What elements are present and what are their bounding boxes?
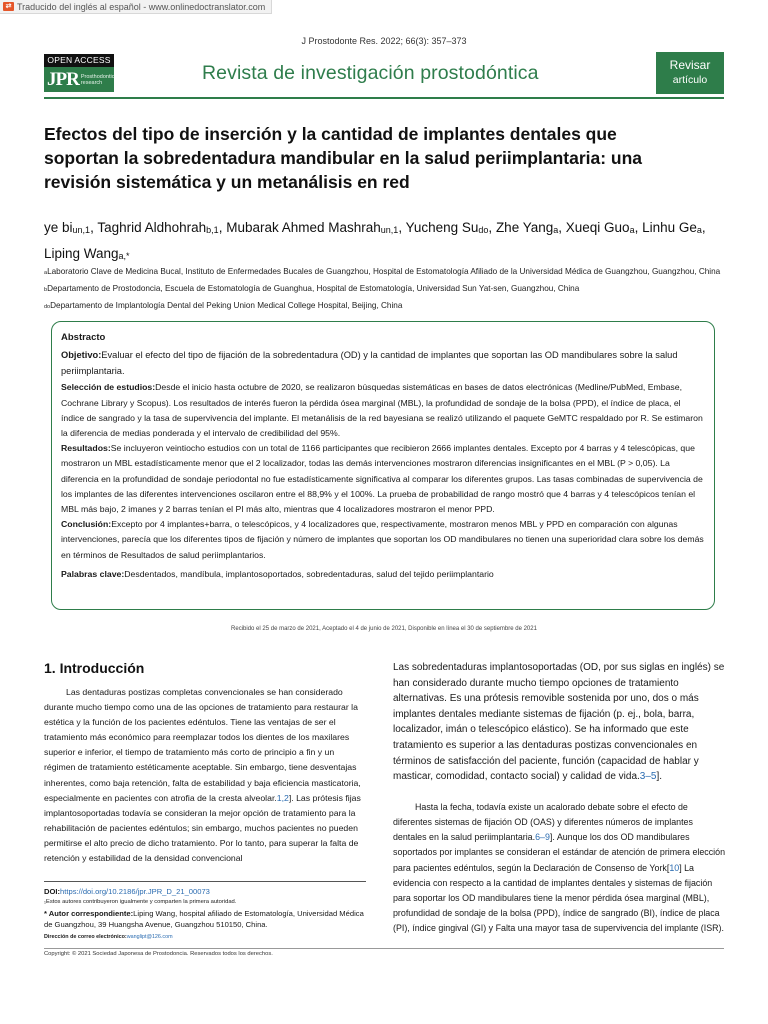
- author-separator: ,: [634, 220, 643, 235]
- author-affiliation-mark: un,1: [72, 225, 91, 235]
- translator-bar[interactable]: [0, 0, 272, 14]
- author-name: Yucheng Su: [405, 220, 479, 235]
- journal-title: Revista de investigación prostodóntica: [202, 62, 539, 84]
- email-link[interactable]: wanglipt@126.com: [126, 934, 173, 940]
- open-access-label: OPEN ACCESS: [44, 54, 114, 67]
- author-affiliation-mark: a: [553, 225, 559, 235]
- author-separator: ,: [218, 220, 227, 235]
- corresponding-author: * Autor correspondiente:Liping Wang, hospital afiliado de Estomatología, Universidad Médica de Guangzhou, 39 Huangsha Avenue, Guangzhou 510150, China.: [44, 909, 364, 929]
- author-affiliation-mark: un,1: [380, 225, 399, 235]
- affiliations: [44, 264, 734, 315]
- affiliation-item: aLaboratorio Clave de Medicina Bucal, Instituto de Enfermedades Bucales de Guangzhou, Hospital de Estomatología Afiliado de la Universidad Médica de Guangzhou, Guangzhou, China: [44, 267, 721, 276]
- author-name: Zhe Yang: [495, 220, 554, 235]
- intro-paragraph-2: Las sobredentaduras implantosoportadas (OD, por sus siglas en inglés) se han considerado durante mucho tiempo opciones de tratamiento alternativas. Es una prótesis removible sostenida por uno, dos o más implantes dentales mediante sistemas de fijación (p. ej., bola, barra, localizador, imán o telescópico elástico). Se ha informado que este tratamiento es superior a las dentaduras postizas convencionales en términos de satisfacción del paciente, función (capacidad de hablar y masticar, comodidad, contacto social) y calidad de vida.3–5].: [393, 662, 725, 783]
- affiliation-item: bDepartamento de Prostodoncia, Escuela de Estomatología de Guanghua, Hospital de Estomatología, Universidad Sun Yat-sen, Guangzhou, China: [44, 284, 580, 293]
- abstract-objective: Objetivo:Evaluar el efecto del tipo de fijación de la sobredentadura (OD) y la cantidad de implantes que soportan las OD mandibulares sobre la salud periimplantaria.: [61, 350, 678, 376]
- author-name: Mubarak Ahmed Mashrah: [226, 220, 381, 235]
- abstract-heading: Abstracto: [61, 332, 106, 343]
- equal-contribution-note: ₁Estos autores contribuyeron igualmente y comparten la primera autoridad.: [44, 899, 237, 905]
- abstract-keywords: Palabras clave:Desdentados, mandíbula, implantosoportados, sobredentaduras, salud del tejido periimplantario: [61, 568, 494, 579]
- section-heading-introduction: 1. Introducción: [44, 660, 145, 676]
- doi-link[interactable]: https://doi.org/10.2186/jpr.JPR_D_21_00073: [60, 887, 210, 896]
- author-name: ye bi: [44, 220, 73, 235]
- copyright: Copyright: © 2021 Sociedad Japonesa de Prostodoncia. Reservados todos los derechos.: [44, 951, 273, 957]
- doi-line: DOI:https://doi.org/10.2186/jpr.JPR_D_21_00073: [44, 887, 210, 896]
- reference-link[interactable]: 1,2: [276, 792, 289, 803]
- jpr-logo-mark: JPR Prosthodontic research: [44, 67, 114, 92]
- author-name: Linhu Ge: [642, 220, 697, 235]
- author-separator: ,: [90, 220, 98, 235]
- intro-paragraph-1: Las dentaduras postizas completas convencionales se han considerado durante mucho tiempo como una de las opciones de tratamiento para restaurar la estética y la función de los pacientes edéntulos. Tiene las ventajas de ser el tratamiento más económico para reemplazar todos los dientes de los maxilares superior e inferior, el tiempo de tratamiento más corto de principio a fin y un régimen de tratamiento estéticamente aceptable. Sin embargo, tiene desventajas inherentes, como baja retención, falta de estabilidad y baja eficiencia masticatoria, especialmente en pacientes con atrofia de la cresta alveolar.1,2]. Las prótesis fijas implantosoportadas todavía se consideran la mejor opción de tratamiento para la rehabilitación de pacientes edéntulos; sin embargo, muchos pacientes no pueden permitirse el alto precio de dicho tratamiento. Por lo tanto, para superar la falta de retención y estabilidad de la densidad convencional: [44, 687, 361, 864]
- affiliation-item: doDepartamento de Implantología Dental del Peking Union Medical College Hospital, Beijing, China: [44, 301, 403, 310]
- email-line: Dirección de correo electrónico:wanglipt@126.com: [44, 934, 173, 940]
- author-name: Xueqi Guo: [565, 220, 630, 235]
- author-list: [44, 216, 724, 268]
- abstract-conclusion: Conclusión:Excepto por 4 implantes+barra, o telescópicos, y 4 localizadores que, respectivamente, mostraron menos MBL y PPD en comparación con algunas intervenciones, parecía que los diferentes tipos de fijación y número de implantes que soportan los OD mandibulares no tienen una superioridad clara sobre los demás en términos de Resultados de salud periimplantarios.: [61, 519, 704, 560]
- article-title: Efectos del tipo de inserción y la cantidad de implantes dentales que soportan la sobredentadura mandibular en la salud periimplantaria: una revisión sistemática y un metanálisis en red: [44, 124, 643, 192]
- header-divider: [44, 97, 724, 99]
- author-affiliation-mark: a,*: [118, 251, 130, 261]
- article-type-badge: Revisar artículo: [656, 52, 724, 94]
- article-dates: Recibido el 25 de marzo de 2021, Aceptado el 4 de junio de 2021, Disponible en línea el 30 de septiembre de 2021: [231, 626, 537, 632]
- author-name: Liping Wang: [44, 246, 119, 261]
- copyright-divider: [44, 948, 724, 949]
- left-column: [44, 660, 366, 866]
- author-affiliation-mark: a: [696, 225, 702, 235]
- author-affiliation-mark: b,1: [206, 225, 219, 235]
- author-separator: ,: [398, 220, 406, 235]
- reference-link[interactable]: 3–5: [639, 771, 657, 783]
- author-separator: ,: [488, 220, 496, 235]
- translate-icon: ⇄: [3, 2, 14, 11]
- footnotes: [44, 886, 366, 943]
- translator-link[interactable]: Traducido del inglés al español - www.onlinedoctranslator.com: [17, 1, 266, 12]
- author-name: Taghrid Aldhohrah: [97, 220, 207, 235]
- reference-link[interactable]: 6–9: [535, 832, 550, 843]
- abstract-selection: Selección de estudios:Desde el inicio hasta octubre de 2020, se realizaron búsquedas sistemáticas en bases de datos electrónicas (Medline/PubMed, Embase, Cochrane Library y Scopus). Los resultados de interés fueron la pérdida ósea marginal (MBL), la profundidad de sondaje de la bolsa (PPD), el índice de placa, el índice de sangrado y la tasa de supervivencia del implante. El metanálisis de la red bayesiana se realizó utilizando el paquete GeMTC respaldado por R. Se estimaron la diferencia de medias ponderada y el intervalo de credibilidad del 95%.: [61, 382, 703, 438]
- reference-link[interactable]: 10: [669, 862, 680, 873]
- citation: J Prostodonte Res. 2022; 66(3): 357–373: [301, 36, 467, 46]
- author-separator: ,: [558, 220, 566, 235]
- footnote-divider: [44, 881, 366, 882]
- author-affiliation-mark: do: [478, 225, 489, 235]
- author-separator: ,: [701, 220, 706, 235]
- right-column: [393, 660, 726, 937]
- abstract-box: [51, 321, 715, 610]
- abstract-results: Resultados:Se incluyeron veintiocho estudios con un total de 1166 participantes que recibieron 2666 implantes dentales. Excepto por 4 barras y 4 telescópicas, que mostraron un MBL estadísticamente menor que el 2 localizador, todas las demás intervenciones mostraron diferencias insignificantes en el MBL (P > 0,05). La diferencia en la profundidad de sondaje periodontal no fue estadísticamente significativa al comparar los diferentes grupos. Las tasas combinadas de supervivencia de los implantes de las diferentes intervenciones oscilaron entre el 88,9% y el 100%. La prueba de probabilidad de rango mostró que 4 barras y 4 telescópicos tenían el MBL más bajo, 2 imanes y 2 barras tenían el PI más alto, mientras que 4 localizadores mostraron el menor PPD.: [61, 443, 703, 515]
- intro-paragraph-3: Hasta la fecha, todavía existe un acalorado debate sobre el efecto de diferentes sistemas de fijación OD (OAS) y diferentes números de implantes dentales en la salud periimplantaria.6–9]. Aunque los dos OD mandibulares soportados por implantes se consideran el estándar de atención de primera elección para pacientes edéntulos, según la Declaración de Consenso de York[10] La evidencia con respecto a la cantidad de implantes dentales y sistemas de fijación para soportar los OD mandibulares tiene la menor pérdida ósea marginal (MBL), profundidad de sondaje de la bolsa (PPD), índice de sangrado (BI), índice de placa (PI), índice gingival (GI) y Falta una mayor tasa de supervivencia del implante (ISR).: [393, 801, 726, 934]
- journal-logo: [44, 54, 114, 92]
- author-affiliation-mark: a: [629, 225, 635, 235]
